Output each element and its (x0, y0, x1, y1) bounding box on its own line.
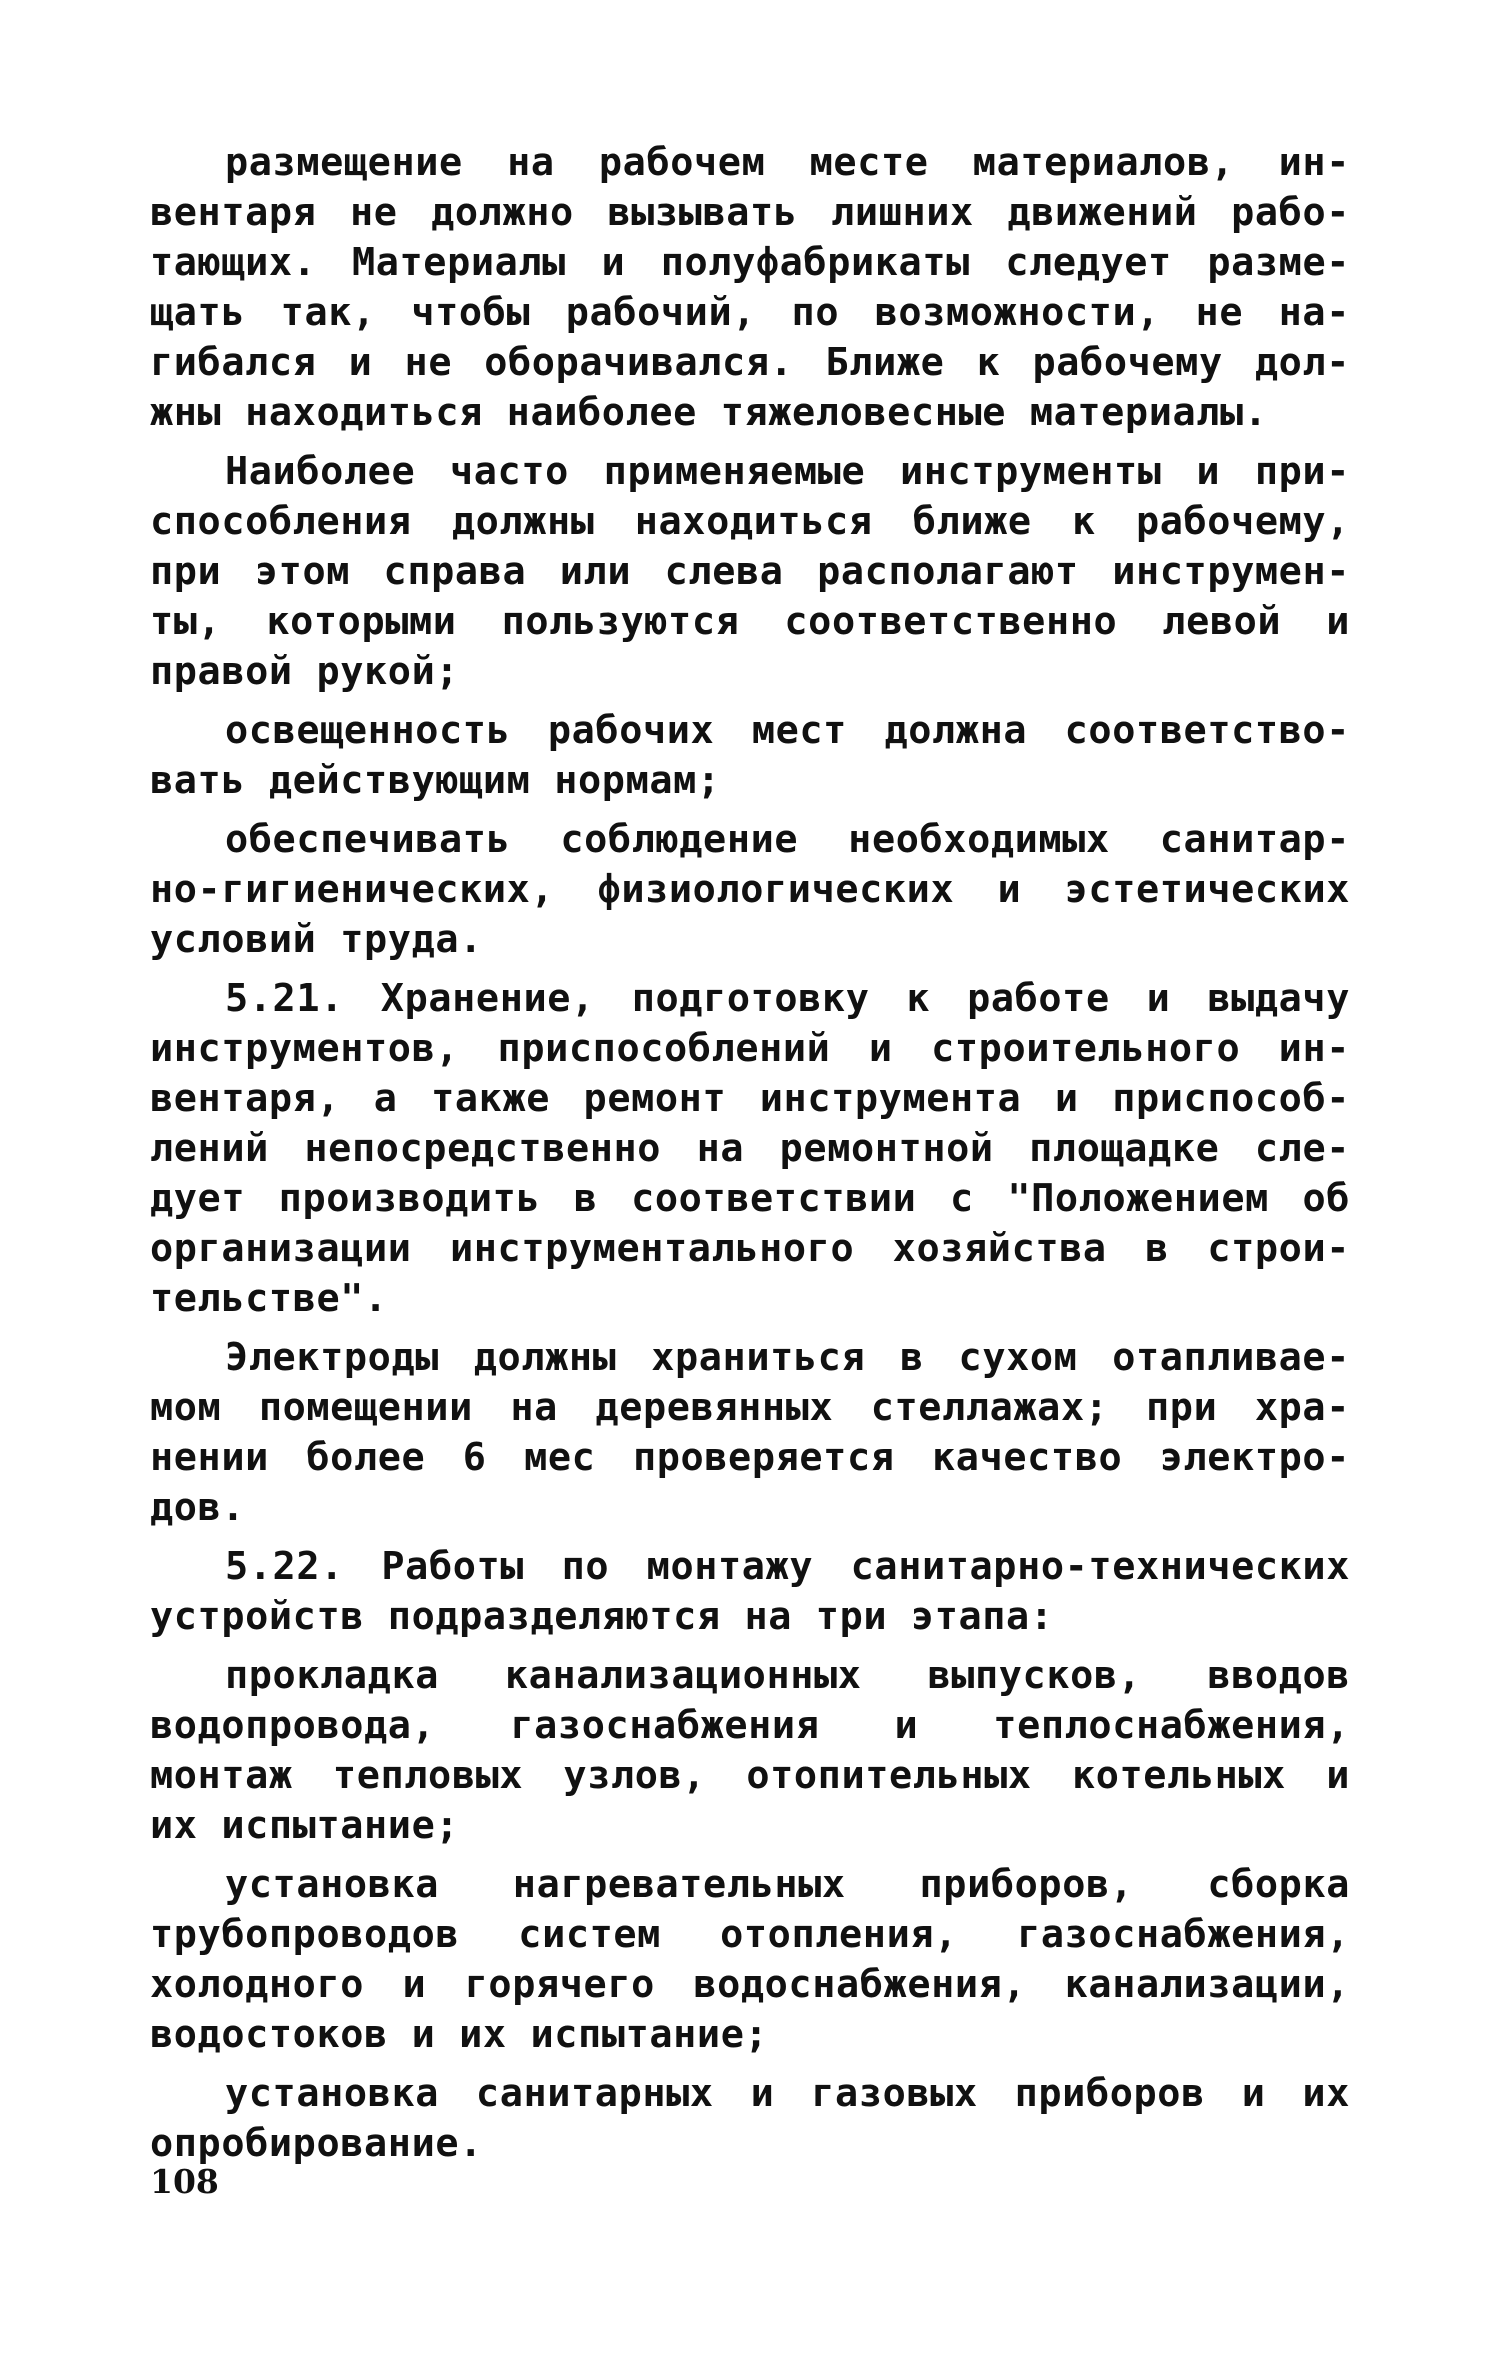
text-line: лений непосредственно на ремонтной площадке сле- (150, 1126, 1350, 1171)
text-line: освещенность рабочих мест должна соответство- (225, 708, 1350, 753)
text-line: водостоков и их испытание; (150, 2012, 769, 2057)
text-line: Электроды должны храниться в сухом отапливае- (225, 1335, 1350, 1380)
text-line: прокладка канализационных выпусков, вводов (225, 1653, 1350, 1698)
paragraph (150, 2069, 1350, 2169)
text-line: трубопроводов систем отопления, газоснабжения, (150, 1912, 1350, 1957)
paragraph (150, 1333, 1350, 1533)
text-line: установка санитарных и газовых приборов и их (225, 2071, 1350, 2116)
text-line: вентаря, а также ремонт инструмента и приспособ- (150, 1076, 1350, 1121)
text-line: дует производить в соответствии с "Положением об (150, 1176, 1350, 1221)
text-line: холодного и горячего водоснабжения, канализации, (150, 1962, 1350, 2007)
text-line: устройств подразделяются на три этапа: (150, 1594, 1054, 1639)
text-line: вать действующим нормам; (150, 758, 721, 803)
text-line: нении более 6 мес проверяется качество электро- (150, 1435, 1350, 1480)
text-line: жны находиться наиболее тяжеловесные материалы. (150, 390, 1268, 435)
paragraph (150, 1542, 1350, 1642)
text-line: обеспечивать соблюдение необходимых санитар- (225, 817, 1350, 862)
text-line: установка нагревательных приборов, сборка (225, 1862, 1350, 1907)
text-line: при этом справа или слева располагают инструмен- (150, 549, 1350, 594)
paragraph (150, 1651, 1350, 1851)
text-line: их испытание; (150, 1803, 460, 1848)
text-line: тельстве". (150, 1276, 388, 1321)
text-line: способления должны находиться ближе к рабочему, (150, 499, 1350, 544)
text-line: опробирование. (150, 2121, 483, 2166)
paragraph (150, 706, 1350, 806)
text-line: 5.22. Работы по монтажу санитарно-технических (225, 1544, 1350, 1589)
text-line: тающих. Материалы и полуфабрикаты следует разме- (150, 240, 1350, 285)
text-line: 5.21. Хранение, подготовку к работе и выдачу (225, 976, 1350, 1021)
paragraph (150, 974, 1350, 1324)
text-line: вентаря не должно вызывать лишних движений рабо- (150, 190, 1350, 235)
text-line: гибался и не оборачивался. Ближе к рабочему дол- (150, 340, 1350, 385)
paragraph (150, 138, 1350, 438)
text-line: дов. (150, 1485, 246, 1530)
text-line: организации инструментального хозяйства в строи- (150, 1226, 1350, 1271)
paragraph (150, 1860, 1350, 2060)
paragraph (150, 447, 1350, 697)
text-line: монтаж тепловых узлов, отопительных котельных и (150, 1753, 1350, 1798)
text-line: щать так, чтобы рабочий, по возможности, не на- (150, 290, 1350, 335)
body-text (150, 138, 1350, 2169)
text-line: инструментов, приспособлений и строительного ин- (150, 1026, 1350, 1071)
text-line: Наиболее часто применяемые инструменты и при- (225, 449, 1350, 494)
text-line: условий труда. (150, 917, 483, 962)
paragraph (150, 815, 1350, 965)
text-line: правой рукой; (150, 649, 460, 694)
page-number: 108 (150, 2162, 219, 2201)
text-line: мом помещении на деревянных стеллажах; при хра- (150, 1385, 1350, 1430)
text-line: но-гигиенических, физиологических и эстетических (150, 867, 1350, 912)
text-line: водопровода, газоснабжения и теплоснабжения, (150, 1703, 1350, 1748)
text-line: размещение на рабочем месте материалов, ин- (225, 140, 1350, 185)
text-line: ты, которыми пользуются соответственно левой и (150, 599, 1350, 644)
